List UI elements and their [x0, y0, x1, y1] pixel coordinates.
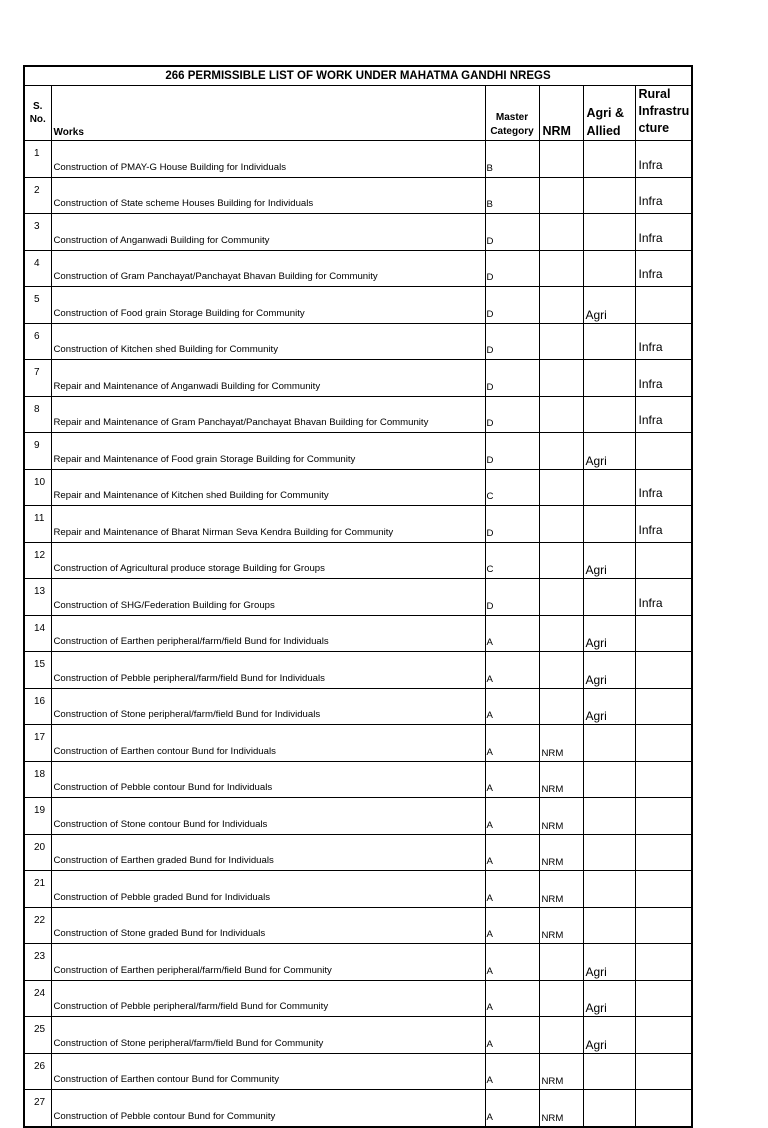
cell-master-category: D: [485, 287, 539, 324]
cell-agri: Agri: [583, 615, 635, 652]
cell-work: Construction of Stone peripheral/farm/field Bund for Community: [51, 1017, 485, 1054]
table-row: [24, 287, 692, 324]
cell-sno: 3: [24, 214, 51, 251]
cell-infra: Infra: [635, 141, 692, 178]
title-row: [24, 66, 692, 86]
cell-sno: 5: [24, 287, 51, 324]
cell-nrm: [539, 542, 583, 579]
cell-nrm: [539, 980, 583, 1017]
cell-work: Construction of Stone contour Bund for Individuals: [51, 798, 485, 835]
header-nrm: NRM: [539, 86, 583, 141]
cell-infra: [635, 980, 692, 1017]
cell-master-category: A: [485, 980, 539, 1017]
cell-nrm: [539, 506, 583, 543]
table-row: [24, 250, 692, 287]
table-row: [24, 615, 692, 652]
table-row: [24, 871, 692, 908]
cell-agri: [583, 725, 635, 762]
cell-infra: Infra: [635, 579, 692, 616]
cell-sno: 14: [24, 615, 51, 652]
cell-master-category: D: [485, 579, 539, 616]
cell-infra: [635, 798, 692, 835]
cell-work: Construction of State scheme Houses Building for Individuals: [51, 177, 485, 214]
cell-master-category: A: [485, 1090, 539, 1127]
cell-agri: [583, 214, 635, 251]
cell-infra: [635, 615, 692, 652]
cell-agri: [583, 761, 635, 798]
cell-sno: 16: [24, 688, 51, 725]
cell-agri: Agri: [583, 652, 635, 689]
cell-infra: Infra: [635, 360, 692, 397]
cell-sno: 13: [24, 579, 51, 616]
cell-sno: 12: [24, 542, 51, 579]
cell-sno: 20: [24, 834, 51, 871]
cell-sno: 6: [24, 323, 51, 360]
table-row: [24, 980, 692, 1017]
cell-agri: [583, 250, 635, 287]
cell-master-category: B: [485, 177, 539, 214]
cell-master-category: A: [485, 615, 539, 652]
cell-sno: 11: [24, 506, 51, 543]
cell-master-category: D: [485, 506, 539, 543]
cell-work: Construction of SHG/Federation Building for Groups: [51, 579, 485, 616]
cell-nrm: NRM: [539, 798, 583, 835]
cell-nrm: [539, 688, 583, 725]
cell-infra: [635, 652, 692, 689]
cell-infra: [635, 834, 692, 871]
cell-infra: [635, 433, 692, 470]
cell-sno: 17: [24, 725, 51, 762]
table-row: [24, 1017, 692, 1054]
cell-master-category: A: [485, 834, 539, 871]
cell-master-category: A: [485, 688, 539, 725]
cell-infra: [635, 287, 692, 324]
cell-master-category: D: [485, 250, 539, 287]
cell-master-category: A: [485, 798, 539, 835]
cell-master-category: A: [485, 871, 539, 908]
cell-work: Construction of Stone graded Bund for Individuals: [51, 907, 485, 944]
cell-sno: 26: [24, 1053, 51, 1090]
cell-agri: Agri: [583, 433, 635, 470]
cell-infra: Infra: [635, 177, 692, 214]
cell-nrm: NRM: [539, 907, 583, 944]
cell-master-category: B: [485, 141, 539, 178]
cell-sno: 19: [24, 798, 51, 835]
header-sno-line2: No.: [29, 114, 46, 125]
header-rural-line2: Infrastru: [638, 104, 690, 118]
table-row: [24, 506, 692, 543]
cell-infra: [635, 907, 692, 944]
header-agri-allied: [583, 86, 635, 141]
cell-agri: Agri: [583, 688, 635, 725]
cell-work: Construction of Food grain Storage Building for Community: [51, 287, 485, 324]
table-body: [24, 141, 692, 1127]
cell-agri: [583, 360, 635, 397]
header-sno-line1: S.: [33, 101, 43, 112]
cell-nrm: [539, 469, 583, 506]
table-row: [24, 761, 692, 798]
cell-agri: [583, 579, 635, 616]
cell-work: Construction of Pebble contour Bund for Community: [51, 1090, 485, 1127]
cell-infra: Infra: [635, 250, 692, 287]
header-sno: [24, 86, 51, 141]
cell-nrm: [539, 250, 583, 287]
header-works: Works: [51, 86, 485, 141]
cell-nrm: NRM: [539, 834, 583, 871]
cell-infra: Infra: [635, 214, 692, 251]
cell-nrm: NRM: [539, 761, 583, 798]
cell-nrm: [539, 396, 583, 433]
cell-master-category: D: [485, 396, 539, 433]
cell-sno: 4: [24, 250, 51, 287]
cell-work: Construction of Pebble graded Bund for Individuals: [51, 871, 485, 908]
cell-agri: [583, 834, 635, 871]
cell-nrm: NRM: [539, 1090, 583, 1127]
cell-nrm: [539, 433, 583, 470]
header-agri-line2: Allied: [586, 124, 621, 138]
header-master-category: [485, 86, 539, 141]
cell-work: Construction of Pebble peripheral/farm/field Bund for Community: [51, 980, 485, 1017]
cell-agri: Agri: [583, 287, 635, 324]
cell-infra: [635, 688, 692, 725]
cell-agri: [583, 1053, 635, 1090]
cell-nrm: [539, 1017, 583, 1054]
cell-nrm: [539, 944, 583, 981]
table-row: [24, 798, 692, 835]
table-row: [24, 141, 692, 178]
works-table: [23, 65, 693, 1128]
cell-sno: 15: [24, 652, 51, 689]
cell-infra: [635, 542, 692, 579]
cell-master-category: A: [485, 907, 539, 944]
cell-work: Construction of Pebble contour Bund for Individuals: [51, 761, 485, 798]
cell-infra: [635, 871, 692, 908]
table-row: [24, 360, 692, 397]
cell-nrm: [539, 323, 583, 360]
cell-master-category: A: [485, 725, 539, 762]
table-row: [24, 177, 692, 214]
cell-work: Construction of Kitchen shed Building for Community: [51, 323, 485, 360]
cell-sno: 23: [24, 944, 51, 981]
cell-work: Construction of Earthen peripheral/farm/field Bund for Individuals: [51, 615, 485, 652]
cell-infra: [635, 761, 692, 798]
cell-infra: [635, 944, 692, 981]
cell-nrm: [539, 141, 583, 178]
table-row: [24, 652, 692, 689]
cell-sno: 27: [24, 1090, 51, 1127]
cell-work: Construction of Earthen contour Bund for Community: [51, 1053, 485, 1090]
cell-master-category: A: [485, 1017, 539, 1054]
cell-master-category: D: [485, 323, 539, 360]
cell-sno: 7: [24, 360, 51, 397]
cell-work: Repair and Maintenance of Kitchen shed Building for Community: [51, 469, 485, 506]
cell-nrm: NRM: [539, 1053, 583, 1090]
cell-work: Construction of Agricultural produce storage Building for Groups: [51, 542, 485, 579]
cell-sno: 21: [24, 871, 51, 908]
cell-work: Construction of Earthen graded Bund for Individuals: [51, 834, 485, 871]
table-row: [24, 1090, 692, 1127]
cell-work: Construction of Stone peripheral/farm/field Bund for Individuals: [51, 688, 485, 725]
cell-work: Construction of PMAY-G House Building for Individuals: [51, 141, 485, 178]
table-row: [24, 469, 692, 506]
cell-work: Repair and Maintenance of Bharat Nirman Seva Kendra Building for Community: [51, 506, 485, 543]
cell-master-category: A: [485, 761, 539, 798]
table-row: [24, 907, 692, 944]
cell-master-category: C: [485, 469, 539, 506]
cell-master-category: D: [485, 433, 539, 470]
cell-sno: 22: [24, 907, 51, 944]
cell-work: Construction of Gram Panchayat/Panchayat Bhavan Building for Community: [51, 250, 485, 287]
cell-infra: [635, 725, 692, 762]
table-row: [24, 396, 692, 433]
cell-agri: [583, 506, 635, 543]
table-row: [24, 1053, 692, 1090]
cell-nrm: [539, 615, 583, 652]
cell-agri: [583, 396, 635, 433]
cell-nrm: [539, 214, 583, 251]
table-row: [24, 323, 692, 360]
table-row: [24, 688, 692, 725]
cell-work: Construction of Earthen peripheral/farm/field Bund for Community: [51, 944, 485, 981]
cell-infra: Infra: [635, 506, 692, 543]
cell-agri: [583, 177, 635, 214]
cell-sno: 24: [24, 980, 51, 1017]
cell-sno: 9: [24, 433, 51, 470]
cell-infra: [635, 1017, 692, 1054]
table-row: [24, 944, 692, 981]
table-row: [24, 579, 692, 616]
cell-nrm: NRM: [539, 725, 583, 762]
header-rural-line1: Rural: [638, 87, 671, 101]
cell-agri: [583, 907, 635, 944]
cell-work: Construction of Anganwadi Building for Community: [51, 214, 485, 251]
table-row: [24, 214, 692, 251]
cell-work: Construction of Earthen contour Bund for Individuals: [51, 725, 485, 762]
cell-agri: Agri: [583, 542, 635, 579]
cell-infra: Infra: [635, 469, 692, 506]
header-master-line2: Category: [490, 126, 534, 137]
cell-master-category: D: [485, 214, 539, 251]
cell-agri: Agri: [583, 1017, 635, 1054]
cell-nrm: NRM: [539, 871, 583, 908]
header-rural-infrastructure: [635, 86, 692, 141]
cell-infra: Infra: [635, 323, 692, 360]
cell-sno: 18: [24, 761, 51, 798]
header-rural-line3: cture: [638, 121, 670, 135]
cell-agri: [583, 141, 635, 178]
cell-work: Repair and Maintenance of Anganwadi Building for Community: [51, 360, 485, 397]
cell-agri: [583, 469, 635, 506]
cell-agri: [583, 1090, 635, 1127]
cell-infra: Infra: [635, 396, 692, 433]
cell-agri: Agri: [583, 980, 635, 1017]
header-master-line1: Master: [495, 112, 529, 123]
cell-work: Repair and Maintenance of Food grain Storage Building for Community: [51, 433, 485, 470]
cell-master-category: A: [485, 652, 539, 689]
cell-agri: [583, 323, 635, 360]
cell-sno: 2: [24, 177, 51, 214]
cell-nrm: [539, 652, 583, 689]
cell-agri: [583, 798, 635, 835]
cell-master-category: C: [485, 542, 539, 579]
cell-nrm: [539, 287, 583, 324]
table-row: [24, 542, 692, 579]
cell-master-category: D: [485, 360, 539, 397]
table-row: [24, 433, 692, 470]
cell-agri: Agri: [583, 944, 635, 981]
cell-work: Repair and Maintenance of Gram Panchayat/Panchayat Bhavan Building for Community: [51, 396, 485, 433]
table-title: 266 PERMISSIBLE LIST OF WORK UNDER MAHATMA GANDHI NREGS: [24, 66, 692, 86]
cell-sno: 25: [24, 1017, 51, 1054]
cell-nrm: [539, 177, 583, 214]
table-row: [24, 834, 692, 871]
cell-nrm: [539, 579, 583, 616]
cell-sno: 10: [24, 469, 51, 506]
cell-master-category: A: [485, 1053, 539, 1090]
cell-sno: 1: [24, 141, 51, 178]
header-agri-line1: Agri &: [586, 106, 624, 120]
cell-agri: [583, 871, 635, 908]
header-row: [24, 86, 692, 141]
cell-infra: [635, 1090, 692, 1127]
table-row: [24, 725, 692, 762]
cell-infra: [635, 1053, 692, 1090]
cell-sno: 8: [24, 396, 51, 433]
cell-nrm: [539, 360, 583, 397]
cell-master-category: A: [485, 944, 539, 981]
cell-work: Construction of Pebble peripheral/farm/field Bund for Individuals: [51, 652, 485, 689]
